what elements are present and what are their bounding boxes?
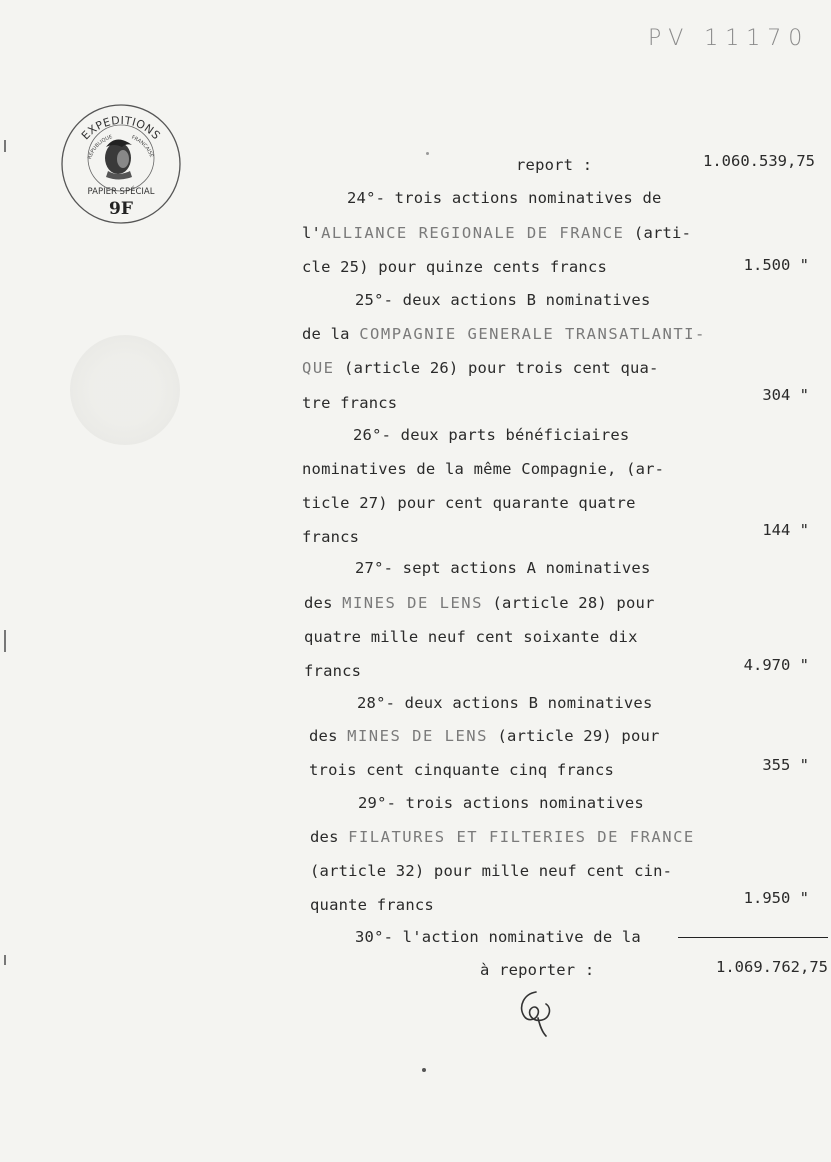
stamp-band-left: REPUBLIQUE	[87, 134, 114, 161]
edge-mark	[4, 140, 6, 152]
amount: 304 "	[762, 386, 809, 404]
text-line: des MINES DE LENS (article 29) pour	[309, 727, 660, 745]
text-line: des MINES DE LENS (article 28) pour	[304, 594, 655, 612]
amount: 144 "	[762, 521, 809, 539]
text-line: 29°- trois actions nominatives	[358, 794, 644, 812]
text-line: de la COMPAGNIE GENERALE TRANSATLANTI-	[302, 325, 706, 343]
fiscal-stamp	[60, 103, 182, 225]
company-name: ALLIANCE REGIONALE DE FRANCE	[321, 224, 625, 242]
text-line: ticle 27) pour cent quarante quatre	[302, 494, 636, 512]
company-name: FILATURES ET FILTERIES DE FRANCE	[348, 828, 695, 846]
company-name: QUE	[302, 359, 335, 377]
text-line: 25°- deux actions B nominatives	[355, 291, 651, 309]
embossed-seal	[70, 335, 180, 445]
text-line: 30°- l'action nominative de la	[355, 928, 641, 946]
text-line: QUE (article 26) pour trois cent qua-	[302, 359, 659, 377]
amount: 1.500 "	[743, 256, 809, 274]
report-label: report :	[516, 156, 593, 174]
marianne-head-icon	[105, 139, 132, 179]
total-rule	[678, 937, 828, 938]
text-line: tre francs	[302, 394, 398, 412]
ink-speck	[422, 1068, 426, 1072]
text-line: nominatives de la même Compagnie, (ar-	[302, 460, 665, 478]
initials-signature	[512, 988, 560, 1038]
company-name: MINES DE LENS	[342, 594, 483, 612]
text-line: trois cent cinquante cinq francs	[309, 761, 615, 779]
ink-speck	[426, 152, 429, 155]
stamp-top-text: EXPEDITIONS	[79, 113, 163, 143]
stamp-value: 9F	[109, 199, 133, 219]
text-line: francs	[304, 662, 362, 680]
text-line: (article 32) pour mille neuf cent cin-	[310, 862, 673, 880]
text-line: 26°- deux parts bénéficiaires	[353, 426, 630, 444]
text-line: l'ALLIANCE REGIONALE DE FRANCE (arti-	[302, 224, 692, 242]
edge-mark	[4, 630, 6, 652]
text-line: quante francs	[310, 896, 434, 914]
company-name: MINES DE LENS	[347, 727, 488, 745]
text-line: quatre mille neuf cent soixante dix	[304, 628, 638, 646]
text-line: 28°- deux actions B nominatives	[357, 694, 653, 712]
company-name: COMPAGNIE GENERALE TRANSATLANTI-	[359, 325, 706, 343]
carry-label: à reporter :	[480, 961, 595, 979]
edge-mark	[4, 955, 6, 965]
text-line: 27°- sept actions A nominatives	[355, 559, 651, 577]
text-line: francs	[302, 528, 360, 546]
text-line: cle 25) pour quinze cents francs	[302, 258, 608, 276]
stamp-band-right: FRANCAISE	[130, 134, 155, 159]
text-line: des FILATURES ET FILTERIES DE FRANCE	[310, 828, 695, 846]
report-amount: 1.060.539,75	[703, 152, 815, 170]
amount: 4.970 "	[743, 656, 809, 674]
text-line: 24°- trois actions nominatives de	[347, 189, 662, 207]
stamp-bottom-text: PAPIER SPÉCIAL	[87, 187, 155, 197]
amount: 1.950 "	[743, 889, 809, 907]
carry-amount: 1.069.762,75	[716, 958, 828, 976]
amount: 355 "	[762, 756, 809, 774]
reference-number: PV 11170	[648, 26, 810, 51]
svg-text:EXPEDITIONS	[79, 114, 163, 143]
